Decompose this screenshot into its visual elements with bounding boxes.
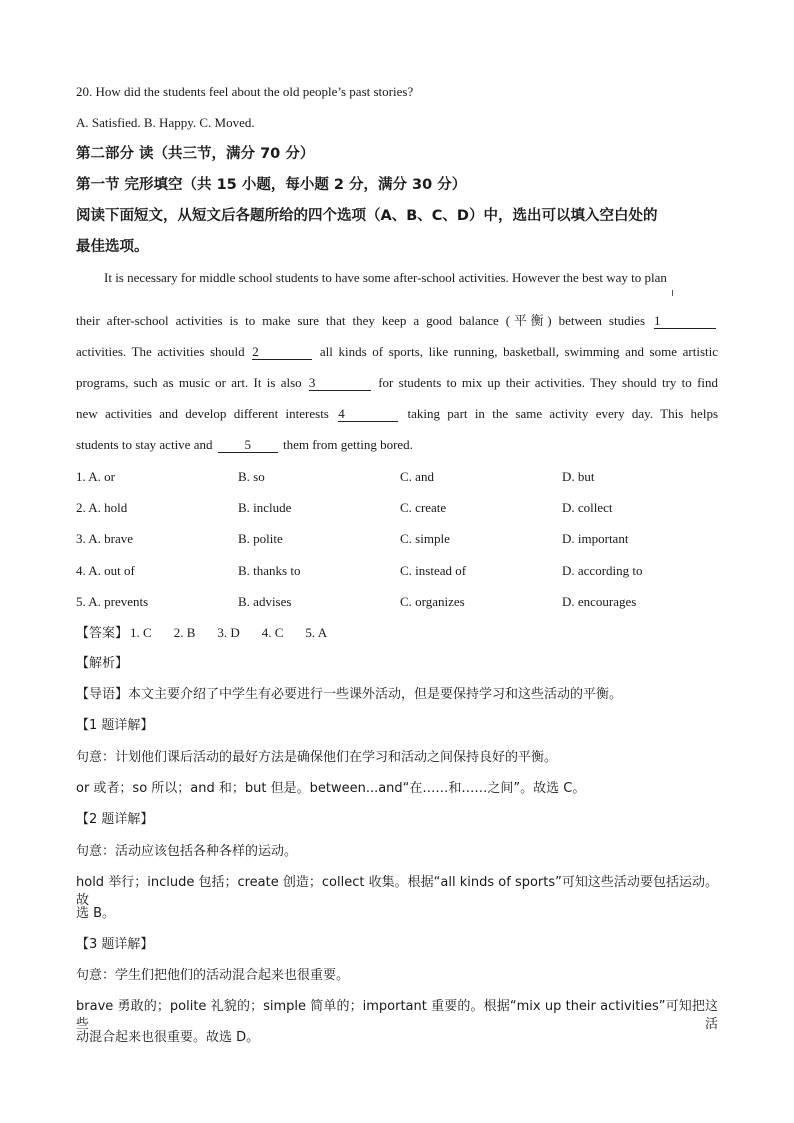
detail-3-heading: 【3 题详解】: [76, 937, 154, 952]
question-20-options: A. Satisfied. B. Happy. C. Moved.: [76, 115, 255, 130]
option-3c: C. simple: [400, 531, 450, 546]
instruction-line-1: 阅读下面短文，从短文后各题所给的四个选项（A、B、C、D）中，选出可以填入空白处的: [76, 208, 658, 224]
detail-3-explanation-2: 动混合起来也很重要。故选 D。: [76, 1030, 260, 1045]
question-20: 20. How did the students feel about the old people’s past stories?: [76, 84, 414, 99]
blank-5: 5: [218, 437, 278, 453]
option-1a: 1. A. or: [76, 469, 115, 484]
option-4c: C. instead of: [400, 563, 467, 578]
guide-text: 【导语】本文主要介绍了中学生有必要进行一些课外活动，但是要保持学习和这些活动的平衡。: [76, 687, 623, 702]
passage-text: activities. The activities should: [76, 344, 245, 359]
blank-2: 2: [252, 344, 312, 360]
analysis-label: 【解析】: [76, 656, 129, 671]
option-4b: B. thanks to: [238, 563, 301, 578]
detail-1-meaning: 句意：计划他们课后活动的最好方法是确保他们在学习和活动之间保持良好的平衡。: [76, 750, 558, 765]
blank-1: 1: [654, 313, 716, 329]
instruction-line-2: 最佳选项。: [76, 239, 149, 255]
blank-3: 3: [309, 375, 371, 391]
passage-text: programs, such as music or art. It is also: [76, 375, 302, 390]
option-2c: C. create: [400, 500, 447, 515]
option-2b: B. include: [238, 500, 292, 515]
passage-line-4: [76, 374, 718, 392]
passage-text: their after-school activities is to make sure that they keep a good balance (平衡) between studies: [76, 313, 646, 328]
answer-item: 2. B: [173, 625, 196, 640]
detail-2-heading: 【2 题详解】: [76, 812, 154, 827]
detail-3-meaning: 句意：学生们把他们的活动混合起来也很重要。: [76, 968, 350, 983]
answer-item: 5. A: [305, 625, 328, 640]
option-5d: D. encourages: [562, 594, 637, 609]
detail-2-explanation-1: hold 举行；include 包括；create 创造；collect 收集。根据“all kinds of sports”可知这些活动要包括运动。故: [76, 875, 718, 908]
passage-line-3: [76, 343, 718, 361]
option-5c: C. organizes: [400, 594, 465, 609]
part-two-title: 第二部分 读（共三节，满分 70 分）: [76, 146, 315, 162]
option-3a: 3. A. brave: [76, 531, 134, 546]
answer-item: 3. D: [217, 625, 240, 640]
option-3b: B. polite: [238, 531, 283, 546]
option-4d: D. according to: [562, 563, 643, 578]
option-5a: 5. A. prevents: [76, 594, 149, 609]
option-3d: D. important: [562, 531, 629, 546]
section-one-title: 第一节 完形填空（共 15 小题，每小题 2 分，满分 30 分）: [76, 177, 467, 193]
option-2a: 2. A. hold: [76, 500, 128, 515]
detail-2-meaning: 句意：活动应该包括各种各样的运动。: [76, 844, 298, 859]
passage-text: for students to mix up their activities. They should try to find: [378, 375, 719, 390]
passage-line-2: [76, 312, 718, 330]
answer-item: 1. C: [130, 625, 152, 640]
passage-line-5: [76, 405, 718, 423]
passage-text: all kinds of sports, like running, basketball, swimming and some artistic: [319, 344, 718, 359]
detail-3-explanation-1: brave 勇敢的；polite 礼貌的；simple 简单的；important 重要的。根据“mix up their activities”可知把这些活: [76, 999, 718, 1032]
answer-label: 【答案】: [76, 626, 129, 641]
passage-line-1: It is necessary for middle school students to have some after-school activities. However the best way to plan: [104, 270, 667, 285]
passage-text: taking part in the same activity every day. This helps: [407, 406, 719, 421]
passage-text: new activities and develop different interests: [76, 406, 329, 421]
option-5b: B. advises: [238, 594, 292, 609]
passage-text: students to stay active and: [76, 437, 213, 452]
detail-2-explanation-2: 选 B。: [76, 906, 116, 921]
option-1c: C. and: [400, 469, 434, 484]
passage-line-6: [76, 436, 413, 454]
answer-line: [76, 624, 349, 643]
detail-1-explanation: or 或者；so 所以；and 和；but 但是。between...and“在……和……之间”。故选 C。: [76, 781, 586, 796]
option-1d: D. but: [562, 469, 595, 484]
option-1b: B. so: [238, 469, 265, 484]
detail-1-heading: 【1 题详解】: [76, 718, 154, 733]
answer-item: 4. C: [261, 625, 284, 640]
option-2d: D. collect: [562, 500, 613, 515]
option-4a: 4. A. out of: [76, 563, 135, 578]
comma-mark: [672, 290, 673, 296]
blank-4: 4: [338, 406, 398, 422]
passage-text: them from getting bored.: [282, 437, 413, 452]
